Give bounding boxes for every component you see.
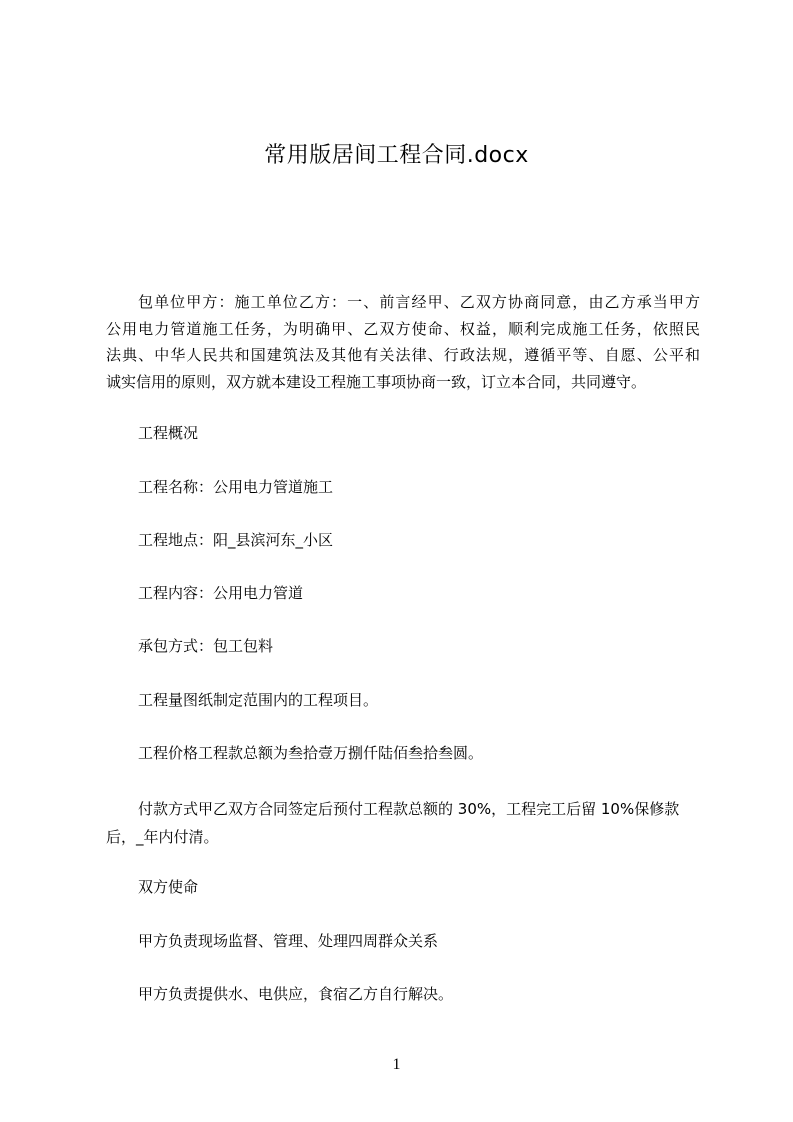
project-price: 工程价格工程款总额为叁拾壹万捌仟陆佰叁拾叁圆。 — [138, 744, 484, 762]
project-quantity: 工程量图纸制定范围内的工程项目。 — [138, 691, 379, 709]
obligation-item: 甲方负责现场监督、管理、处理四周群众关系 — [138, 932, 439, 950]
project-location: 工程地点：阳_县滨河东_小区 — [138, 531, 334, 549]
intro-line: 公用电力管道施工任务，为明确甲、乙双方使命、权益，顺利完成施工任务，依照民 — [106, 319, 700, 338]
section-heading-obligations: 双方使命 — [138, 878, 199, 896]
contract-mode: 承包方式：包工包料 — [138, 637, 274, 655]
intro-line: 包单位甲方：施工单位乙方：一、前言经甲、乙双方协商同意，由乙方承当甲方 — [138, 293, 700, 311]
page-number: 1 — [392, 1056, 401, 1073]
section-heading-overview: 工程概况 — [138, 424, 199, 442]
payment-line: 付款方式甲乙双方合同签定后预付工程款总额的 30%，工程完工后留 10%保修款 — [138, 800, 680, 818]
intro-paragraph — [106, 289, 700, 395]
document-title: 常用版居间工程合同.docx — [264, 143, 529, 168]
project-name: 工程名称：公用电力管道施工 — [138, 478, 334, 496]
obligation-item: 甲方负责提供水、电供应，食宿乙方自行解决。 — [138, 985, 454, 1003]
project-content: 工程内容：公用电力管道 — [138, 584, 304, 602]
intro-line: 法典、中华人民共和国建筑法及其他有关法律、行政法规，遵循平等、自愿、公平和 — [106, 346, 700, 364]
payment-line: 后，_年内付清。 — [106, 828, 219, 846]
payment-paragraph — [106, 795, 716, 851]
intro-line: 诚实信用的原则，双方就本建设工程施工事项协商一致，订立本合同，共同遵守。 — [106, 372, 647, 391]
